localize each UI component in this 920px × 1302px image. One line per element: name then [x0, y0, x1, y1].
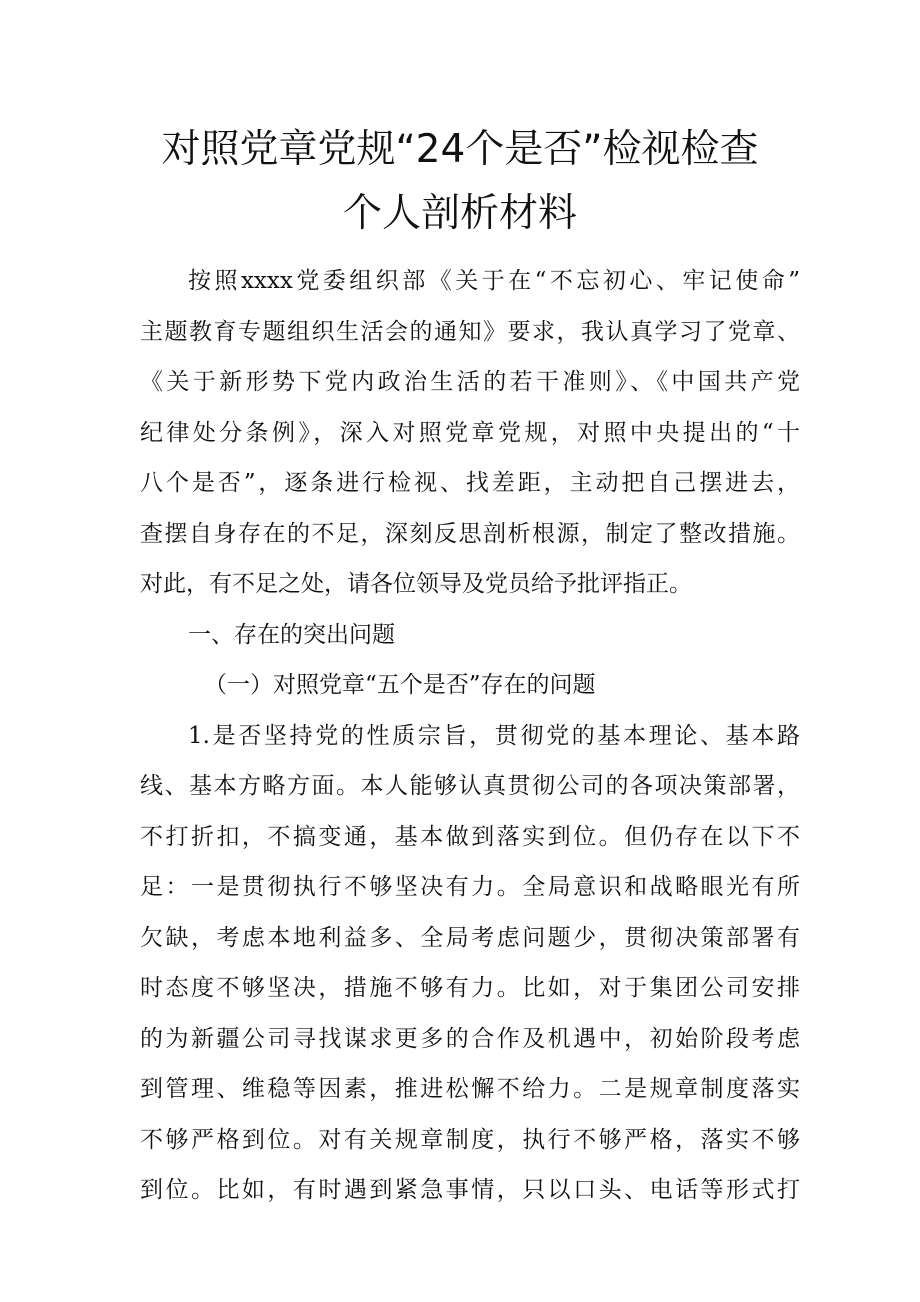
subsection-heading: （一）对照党章“五个是否”存在的问题	[204, 672, 596, 698]
title-line-1: 对照党章党规“24个是否”检视检查	[161, 127, 759, 172]
title-line-2: 个人剖析材料	[342, 191, 577, 236]
paragraph-line: 不打折扣，不搞变通，基本做到落实到位。但仍存在以下不	[140, 823, 800, 850]
paragraph-line: 到管理、维稳等因素，推进松懈不给力。二是规章制度落实	[140, 1076, 800, 1102]
document-body	[140, 256, 800, 1216]
section-heading: 一、存在的突出问题	[188, 621, 395, 648]
paragraph-line: 到位。比如，有时遇到紧急事情，只以口头、电话等形式打	[140, 1177, 800, 1203]
paragraph-line: 《关于新形势下党内政治生活的若干准则》、《中国共产党	[140, 369, 800, 395]
paragraph-line: 的为新疆公司寻找谋求更多的合作及机遇中，初始阶段考虑	[140, 1025, 800, 1052]
paragraph-line: 主题教育专题组织生活会的通知》要求，我认真学习了党章、	[140, 318, 800, 345]
paragraph-line: 时态度不够坚决，措施不够有力。比如，对于集团公司安排	[140, 975, 800, 1001]
paragraph-line: 欠缺，考虑本地利益多、全局考虑问题少，贯彻决策部署有	[140, 924, 800, 951]
paragraph-line: 八个是否”，逐条进行检视、找差距，主动把自己摆进去，	[140, 470, 800, 496]
paragraph-line: 1.是否坚持党的性质宗旨，贯彻党的基本理论、基本路	[188, 722, 800, 749]
paragraph-line: 纪律处分条例》，深入对照党章党规，对照中央提出的“十	[140, 419, 800, 446]
document-title	[120, 118, 800, 246]
paragraph-line: 不够严格到位。对有关规章制度，执行不够严格，落实不够	[140, 1126, 800, 1153]
paragraph-line: 对此，有不足之处，请各位领导及党员给予批评指正。	[140, 571, 692, 597]
paragraph-line: 按照xxxx党委组织部《关于在“不忘初心、牢记使命”	[188, 268, 800, 294]
paragraph-line: 线、基本方略方面。本人能够认真贯彻公司的各项决策部署，	[140, 773, 800, 799]
paragraph-line: 足：一是贯彻执行不够坚决有力。全局意识和战略眼光有所	[140, 874, 800, 900]
paragraph-line: 查摆自身存在的不足，深刻反思剖析根源，制定了整改措施。	[140, 520, 800, 547]
